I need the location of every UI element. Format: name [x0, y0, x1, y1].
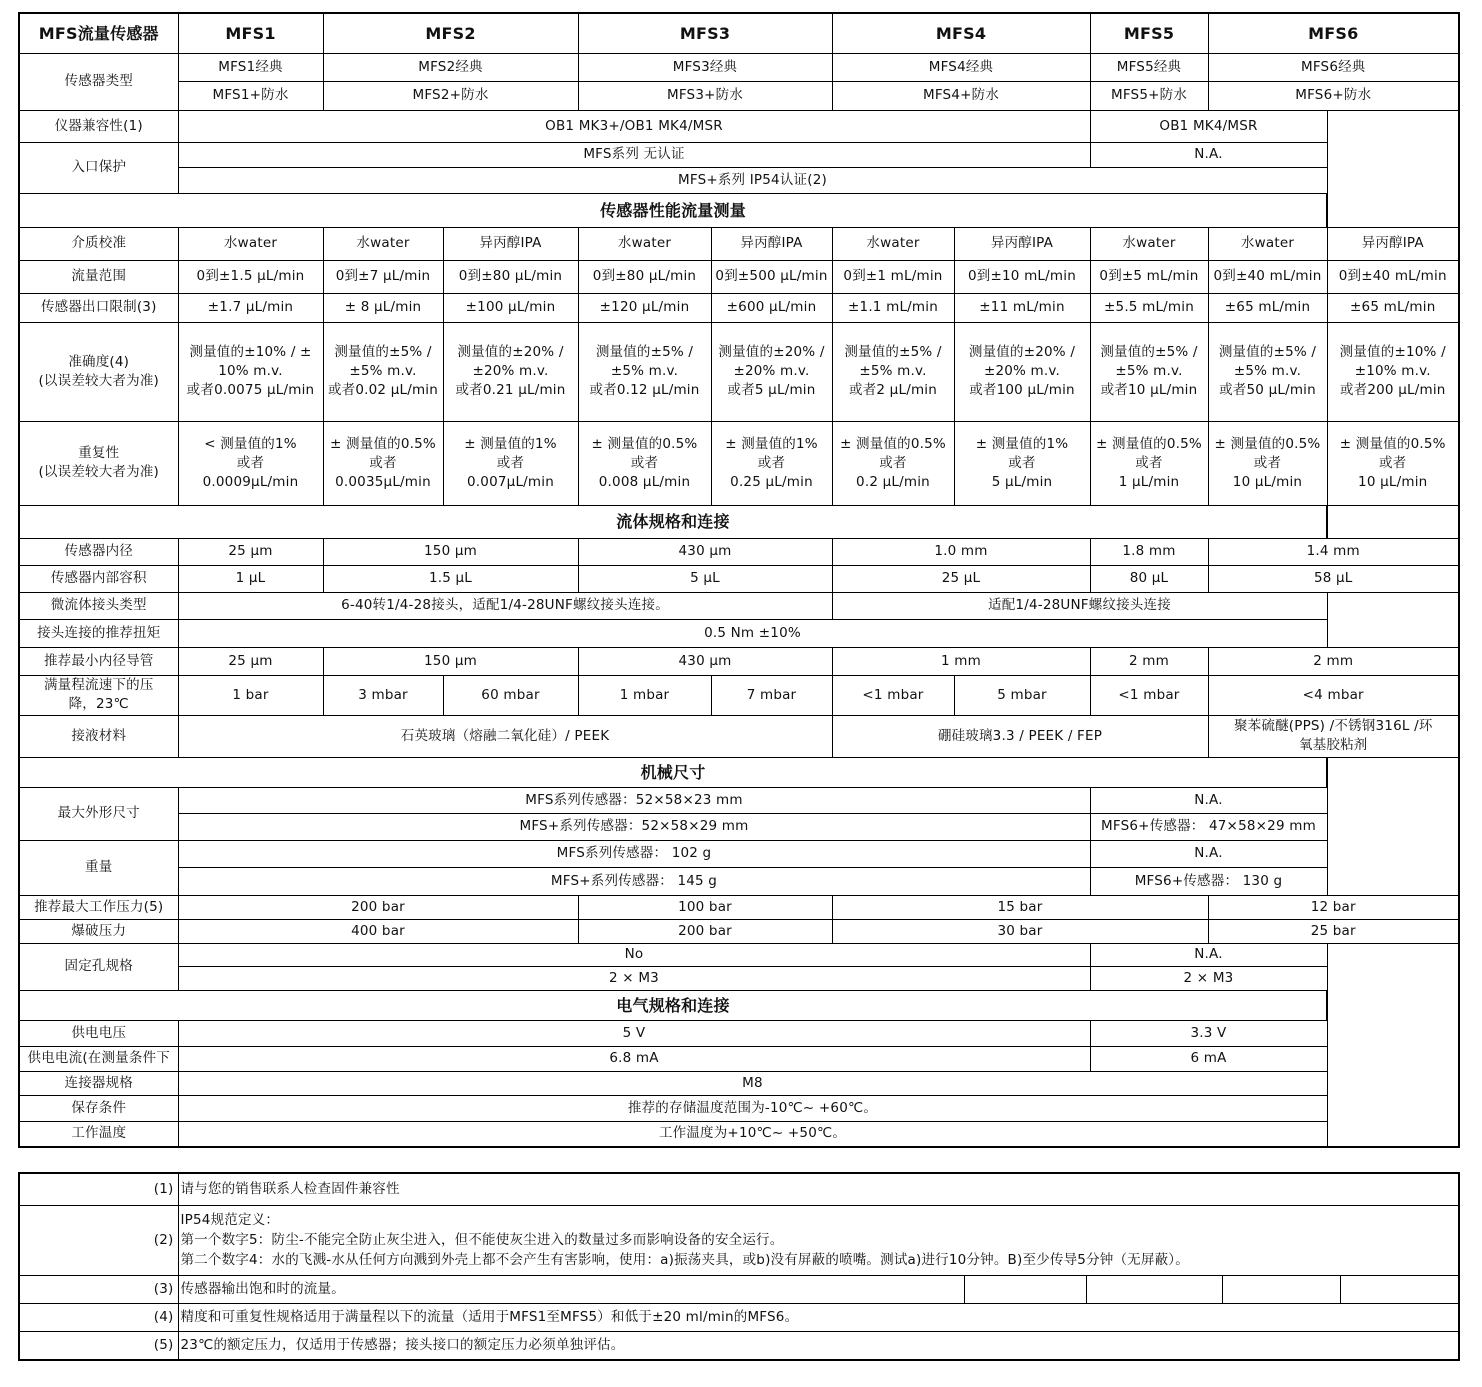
accuracy-line: 测量值的±5% / [1218, 344, 1317, 360]
repeat-line: 1 μL/min [1118, 473, 1180, 490]
repeat-cell [711, 421, 832, 505]
pressure-drop-label-line: 降，23℃ [68, 696, 129, 712]
pressure-drop-cell: 3 mbar [323, 675, 443, 715]
accuracy-line: 测量值的±10% / [1339, 344, 1446, 360]
type-waterproof: MFS4+防水 [832, 81, 1090, 110]
repeat-line: 或者 [369, 454, 397, 471]
limit-cell: ±11 mL/min [954, 293, 1090, 322]
wetted-c-line: 氧基胶粘剂 [1299, 737, 1368, 753]
compat-row [19, 110, 1459, 142]
voltage-row [19, 1020, 1459, 1046]
range-cell: 0到±10 mL/min [954, 260, 1090, 293]
range-cell: 0到±40 mL/min [1208, 260, 1327, 293]
accuracy-line: 或者100 μL/min [969, 382, 1075, 398]
weight-mfs: MFS系列传感器： 102 g [178, 840, 1090, 867]
range-cell: 0到±80 μL/min [443, 260, 578, 293]
range-row [19, 260, 1459, 293]
footnote-row [19, 1205, 1459, 1275]
range-cell: 0到±5 mL/min [1090, 260, 1208, 293]
accuracy-line: ±5% m.v. [349, 363, 417, 379]
dims-row-plus [19, 813, 1459, 840]
repeat-label [19, 421, 178, 505]
section-row [19, 757, 1459, 787]
holes-m3: 2 × M3 [178, 966, 1090, 990]
accuracy-line: ±10% m.v. [1354, 363, 1431, 379]
dims-plus: MFS+系列传感器：52×58×29 mm [178, 813, 1090, 840]
accuracy-line: ±20% m.v. [983, 363, 1061, 379]
pressure-drop-cell: <4 mbar [1208, 675, 1459, 715]
voltage-b: 3.3 V [1090, 1020, 1327, 1046]
accuracy-line: 测量值的±20% / [457, 344, 564, 360]
accuracy-line: 测量值的±5% / [844, 344, 942, 360]
pressure-drop-label [19, 675, 178, 715]
repeat-line: 或者 [1253, 454, 1282, 471]
repeat-line: 或者 [496, 454, 525, 471]
inner-diam-cell: 430 μm [578, 538, 832, 565]
holes-row [19, 943, 1459, 966]
footnotes-table [18, 1172, 1460, 1361]
repeat-cell [1208, 421, 1327, 505]
footnote-number: (1) [19, 1173, 178, 1205]
tubing-cell: 2 mm [1090, 647, 1208, 675]
accuracy-line: 或者0.21 μL/min [455, 382, 566, 398]
repeat-line: ± 测量值的0.5% [1214, 435, 1321, 452]
medium-cell: 水water [323, 227, 443, 260]
repeat-line: ± 测量值的1% [464, 435, 557, 452]
sensor-type-row [19, 53, 1459, 81]
tubing-cell: 25 μm [178, 647, 323, 675]
type-classic: MFS4经典 [832, 53, 1090, 81]
inner-vol-cell: 58 μL [1208, 565, 1459, 592]
model-mfs5: MFS5 [1090, 13, 1208, 53]
compat-label: 仪器兼容性(1) [19, 110, 178, 142]
pressure-drop-cell: 5 mbar [954, 675, 1090, 715]
weight-row-plus [19, 867, 1459, 895]
limit-cell: ±100 μL/min [443, 293, 578, 322]
type-classic: MFS5经典 [1090, 53, 1208, 81]
accuracy-cell [1327, 322, 1459, 421]
accuracy-line: 或者50 μL/min [1219, 382, 1316, 398]
footnote-number: (2) [19, 1205, 178, 1275]
medium-cell: 异丙醇IPA [1327, 227, 1459, 260]
limit-label: 传感器出口限制(3) [19, 293, 178, 322]
op-temp-value: 工作温度为+10℃~ +50℃。 [178, 1121, 1327, 1147]
accuracy-line: 或者10 μL/min [1100, 382, 1198, 398]
repeat-line: 0.008 μL/min [598, 473, 691, 490]
footnote-line: 第一个数字5：防尘-不能完全防止灰尘进入，但不能使灰尘进入的数量过多而影响设备的安全运行。 [180, 1232, 784, 1248]
tubing-label: 推荐最小内径导管 [19, 647, 178, 675]
pressure-drop-label-line: 满量程流速下的压 [43, 677, 154, 693]
repeat-line: 5 μL/min [991, 473, 1053, 490]
repeat-line: 0.007μL/min [467, 473, 554, 490]
connector-row [19, 1071, 1459, 1095]
accuracy-line: ±5% m.v. [610, 363, 679, 379]
accuracy-line: ±5% m.v. [1115, 363, 1183, 379]
burst-label: 爆破压力 [19, 919, 178, 943]
inner-vol-cell: 25 μL [832, 565, 1090, 592]
sensor-type-label: 传感器类型 [19, 53, 178, 110]
header-label: MFS流量传感器 [19, 13, 178, 53]
section-row [19, 990, 1459, 1020]
weight-row [19, 840, 1459, 867]
footnote-text: 23℃的额定压力，仅适用于传感器；接头接口的额定压力必须单独评估。 [178, 1331, 1459, 1360]
limit-cell: ±5.5 mL/min [1090, 293, 1208, 322]
connector-value: M8 [178, 1071, 1327, 1095]
type-classic: MFS2经典 [323, 53, 578, 81]
repeat-line: 或者 [236, 454, 265, 471]
range-cell: 0到±80 μL/min [578, 260, 711, 293]
accuracy-cell [323, 322, 443, 421]
connector-label: 连接器规格 [19, 1071, 178, 1095]
type-waterproof: MFS1+防水 [178, 81, 323, 110]
accuracy-line: 测量值的±20% / [718, 344, 825, 360]
torque-label: 接头连接的推荐扭矩 [19, 619, 178, 647]
burst-cell: 400 bar [178, 919, 578, 943]
repeat-line: 或者 [1379, 454, 1407, 471]
medium-cell: 水water [178, 227, 323, 260]
type-waterproof: MFS2+防水 [323, 81, 578, 110]
empty-cell [1086, 1275, 1222, 1303]
wetted-row [19, 715, 1459, 757]
accuracy-line: 或者0.0075 μL/min [186, 382, 315, 398]
footnote-line: IP54规范定义： [180, 1212, 280, 1228]
wetted-c [1208, 715, 1459, 757]
accuracy-label-line: 准确度(4) [68, 353, 130, 370]
repeat-line: 或者 [757, 454, 786, 471]
repeat-line: ± 测量值的0.5% [840, 435, 946, 452]
accuracy-line: 测量值的±5% / [595, 344, 694, 360]
empty-cell [1222, 1275, 1340, 1303]
accuracy-label [19, 322, 178, 421]
burst-cell: 25 bar [1208, 919, 1459, 943]
wetted-a: 石英玻璃（熔融二氧化硅）/ PEEK [178, 715, 832, 757]
max-pressure-cell: 200 bar [178, 895, 578, 919]
ingress-na: N.A. [1090, 142, 1327, 167]
inner-vol-label: 传感器内部容积 [19, 565, 178, 592]
footnote-line: 第二个数字4：水的飞溅-水从任何方向溅到外壳上都不会产生有害影响，使用：a)振荡夹具，或b)没有屏蔽的喷嘴。测试a)进行10分钟。B)至少传导5分钟（无屏蔽）。 [180, 1252, 1189, 1268]
section-title-electrical: 电气规格和连接 [19, 990, 1327, 1020]
range-cell: 0到±7 μL/min [323, 260, 443, 293]
repeat-line: ± 测量值的0.5% [330, 435, 436, 452]
holes-row-2 [19, 966, 1459, 990]
inner-diam-label: 传感器内径 [19, 538, 178, 565]
accuracy-line: 10% m.v. [218, 363, 283, 379]
inner-diam-cell: 1.8 mm [1090, 538, 1208, 565]
repeat-line: 0.25 μL/min [730, 473, 813, 490]
fitting-b: 适配1/4-28UNF螺纹接头连接 [832, 592, 1327, 619]
repeat-line: 或者 [1135, 454, 1163, 471]
max-pressure-cell: 100 bar [578, 895, 832, 919]
fitting-label: 微流体接头类型 [19, 592, 178, 619]
weight-label: 重量 [19, 840, 178, 895]
dims-mfs: MFS系列传感器：52×58×23 mm [178, 787, 1090, 813]
model-mfs6: MFS6 [1208, 13, 1459, 53]
accuracy-cell [1208, 322, 1327, 421]
limit-cell: ±1.7 μL/min [178, 293, 323, 322]
limit-cell: ±65 mL/min [1327, 293, 1459, 322]
limit-row [19, 293, 1459, 322]
accuracy-cell [443, 322, 578, 421]
accuracy-cell [954, 322, 1090, 421]
accuracy-line: 测量值的±20% / [968, 344, 1076, 360]
pressure-drop-cell: 60 mbar [443, 675, 578, 715]
section-title-mechanical: 机械尺寸 [19, 757, 1327, 787]
repeat-line: 0.0035μL/min [335, 473, 431, 490]
footnote-text: 请与您的销售联系人检查固件兼容性 [178, 1173, 1459, 1205]
op-temp-row [19, 1121, 1459, 1147]
voltage-a: 5 V [178, 1020, 1090, 1046]
repeat-line: 或者 [630, 454, 659, 471]
footnote-text [178, 1205, 1459, 1275]
accuracy-line: ±20% m.v. [472, 363, 549, 379]
storage-value: 推荐的存储温度范围为-10℃~ +60℃。 [178, 1095, 1327, 1121]
repeat-line: 0.2 μL/min [856, 473, 930, 490]
repeat-cell [954, 421, 1090, 505]
repeat-cell [443, 421, 578, 505]
pressure-drop-cell: 1 bar [178, 675, 323, 715]
max-pressure-row [19, 895, 1459, 919]
dims-row [19, 787, 1459, 813]
section-title-fluid: 流体规格和连接 [19, 505, 1327, 538]
ingress-mfs: MFS系列 无认证 [178, 142, 1090, 167]
holes-no: No [178, 943, 1090, 966]
footnote-number: (3) [19, 1275, 178, 1303]
accuracy-line: ±5% m.v. [1233, 363, 1302, 379]
weight-plus: MFS+系列传感器： 145 g [178, 867, 1090, 895]
ingress-row [19, 142, 1459, 167]
accuracy-line: 测量值的±5% / [1100, 344, 1198, 360]
ingress-plus: MFS+系列 IP54认证(2) [178, 167, 1327, 193]
inner-vol-cell: 5 μL [578, 565, 832, 592]
ingress-label: 入口保护 [19, 142, 178, 193]
pressure-drop-cell: <1 mbar [1090, 675, 1208, 715]
max-pressure-label: 推荐最大工作压力(5) [19, 895, 178, 919]
compat-value: OB1 MK3+/OB1 MK4/MSR [178, 110, 1090, 142]
dims-label: 最大外形尺寸 [19, 787, 178, 840]
inner-vol-cell: 80 μL [1090, 565, 1208, 592]
accuracy-line: ±5% m.v. [859, 363, 927, 379]
accuracy-line: 或者0.02 μL/min [327, 382, 439, 398]
accuracy-line: 或者5 μL/min [727, 382, 816, 398]
repeat-label-line: 重复性 [78, 445, 120, 461]
limit-cell: ±600 μL/min [711, 293, 832, 322]
wetted-c-line: 聚苯硫醚(PPS) /不锈钢316L /环 [1233, 718, 1433, 734]
section-row [19, 505, 1459, 538]
inner-vol-cell: 1.5 μL [323, 565, 578, 592]
model-mfs4: MFS4 [832, 13, 1090, 53]
storage-label: 保存条件 [19, 1095, 178, 1121]
inner-vol-row [19, 565, 1459, 592]
repeat-cell [1327, 421, 1459, 505]
repeat-cell [578, 421, 711, 505]
burst-cell: 30 bar [832, 919, 1208, 943]
range-cell: 0到±500 μL/min [711, 260, 832, 293]
repeat-line: ± 测量值的0.5% [591, 435, 698, 452]
footnote-row [19, 1303, 1459, 1331]
sensor-type-row-plus [19, 81, 1459, 110]
accuracy-cell [1090, 322, 1208, 421]
type-waterproof: MFS6+防水 [1208, 81, 1459, 110]
medium-cell: 水water [1208, 227, 1327, 260]
type-waterproof: MFS3+防水 [578, 81, 832, 110]
current-label: 供电电流(在测量条件下 [19, 1046, 178, 1071]
pressure-drop-cell: 1 mbar [578, 675, 711, 715]
wetted-label: 接液材料 [19, 715, 178, 757]
current-row [19, 1046, 1459, 1071]
range-cell: 0到±40 mL/min [1327, 260, 1459, 293]
holes-label: 固定孔规格 [19, 943, 178, 990]
footnote-row [19, 1331, 1459, 1360]
footnote-row [19, 1173, 1459, 1205]
repeat-label-line: (以误差较大者为准) [38, 464, 160, 480]
storage-row [19, 1095, 1459, 1121]
section-title-performance: 传感器性能流量测量 [19, 193, 1327, 227]
accuracy-cell [832, 322, 954, 421]
type-classic: MFS3经典 [578, 53, 832, 81]
pressure-drop-cell: <1 mbar [832, 675, 954, 715]
max-pressure-cell: 15 bar [832, 895, 1208, 919]
medium-cell: 水water [832, 227, 954, 260]
repeat-line: 10 μL/min [1358, 473, 1428, 490]
type-classic: MFS6经典 [1208, 53, 1459, 81]
empty-cell [1340, 1275, 1459, 1303]
inner-vol-cell: 1 μL [178, 565, 323, 592]
torque-value: 0.5 Nm ±10% [178, 619, 1327, 647]
medium-cell: 异丙醇IPA [954, 227, 1090, 260]
limit-cell: ±1.1 mL/min [832, 293, 954, 322]
repeat-line: < 测量值的1% [204, 435, 297, 452]
repeat-cell [1090, 421, 1208, 505]
medium-row [19, 227, 1459, 260]
range-cell: 0到±1.5 μL/min [178, 260, 323, 293]
repeat-line: 10 μL/min [1232, 473, 1303, 490]
weight-mfs6: MFS6+传感器： 130 g [1090, 867, 1327, 895]
holes-na: N.A. [1090, 943, 1327, 966]
max-pressure-cell: 12 bar [1208, 895, 1459, 919]
repeat-line: ± 测量值的1% [725, 435, 818, 452]
repeat-line: ± 测量值的0.5% [1096, 435, 1202, 452]
repeat-line: ± 测量值的0.5% [1339, 435, 1446, 452]
inner-diam-cell: 1.4 mm [1208, 538, 1459, 565]
repeat-line: 或者 [879, 454, 907, 471]
burst-row [19, 919, 1459, 943]
limit-cell: ± 8 μL/min [323, 293, 443, 322]
accuracy-cell [578, 322, 711, 421]
ingress-row-plus [19, 167, 1459, 193]
current-a: 6.8 mA [178, 1046, 1090, 1071]
pressure-drop-cell: 7 mbar [711, 675, 832, 715]
tubing-cell: 150 μm [323, 647, 578, 675]
repeat-cell [832, 421, 954, 505]
type-classic: MFS1经典 [178, 53, 323, 81]
specification-table [18, 12, 1460, 1148]
voltage-label: 供电电压 [19, 1020, 178, 1046]
fitting-a: 6-40转1/4-28接头，适配1/4-28UNF螺纹接头连接。 [178, 592, 832, 619]
torque-row [19, 619, 1459, 647]
limit-cell: ±65 mL/min [1208, 293, 1327, 322]
repeat-cell [178, 421, 323, 505]
pressure-drop-row [19, 675, 1459, 715]
weight-na: N.A. [1090, 840, 1327, 867]
compat-value-mfs6: OB1 MK4/MSR [1090, 110, 1327, 142]
accuracy-row [19, 322, 1459, 421]
footnote-number: (5) [19, 1331, 178, 1360]
op-temp-label: 工作温度 [19, 1121, 178, 1147]
fitting-row [19, 592, 1459, 619]
accuracy-line: 或者200 μL/min [1339, 382, 1446, 398]
accuracy-cell [711, 322, 832, 421]
inner-diam-row [19, 538, 1459, 565]
section-row [19, 193, 1459, 227]
tubing-cell: 430 μm [578, 647, 832, 675]
accuracy-line: 或者0.12 μL/min [589, 382, 700, 398]
medium-cell: 异丙醇IPA [711, 227, 832, 260]
dims-mfs6: MFS6+传感器： 47×58×29 mm [1090, 813, 1327, 840]
accuracy-cell [178, 322, 323, 421]
accuracy-label-line: (以误差较大者为准) [38, 372, 160, 389]
medium-cell: 异丙醇IPA [443, 227, 578, 260]
model-mfs2: MFS2 [323, 13, 578, 53]
model-mfs3: MFS3 [578, 13, 832, 53]
tubing-cell: 1 mm [832, 647, 1090, 675]
repeat-cell [323, 421, 443, 505]
empty-cell [964, 1275, 1086, 1303]
footnote-text: 精度和可重复性规格适用于满量程以下的流量（适用于MFS1至MFS5）和低于±20 ml/min的MFS6。 [178, 1303, 1459, 1331]
footnote-number: (4) [19, 1303, 178, 1331]
repeat-line: ± 测量值的1% [975, 435, 1069, 452]
medium-cell: 水water [1090, 227, 1208, 260]
tubing-cell: 2 mm [1208, 647, 1459, 675]
repeat-line: 0.0009μL/min [202, 473, 299, 490]
accuracy-line: 测量值的±10% / ± [189, 344, 312, 360]
dims-na: N.A. [1090, 787, 1327, 813]
inner-diam-cell: 1.0 mm [832, 538, 1090, 565]
repeat-row [19, 421, 1459, 505]
holes-m3-mfs6: 2 × M3 [1090, 966, 1327, 990]
repeat-line: 或者 [1008, 454, 1036, 471]
tubing-row [19, 647, 1459, 675]
accuracy-line: ±20% m.v. [733, 363, 810, 379]
footnote-text: 传感器输出饱和时的流量。 [178, 1275, 964, 1303]
header-row [19, 13, 1459, 53]
model-mfs1: MFS1 [178, 13, 323, 53]
medium-cell: 水water [578, 227, 711, 260]
accuracy-line: 或者2 μL/min [849, 382, 937, 398]
range-cell: 0到±1 mL/min [832, 260, 954, 293]
burst-cell: 200 bar [578, 919, 832, 943]
limit-cell: ±120 μL/min [578, 293, 711, 322]
range-label: 流量范围 [19, 260, 178, 293]
wetted-b: 硼硅玻璃3.3 / PEEK / FEP [832, 715, 1208, 757]
inner-diam-cell: 25 μm [178, 538, 323, 565]
medium-label: 介质校准 [19, 227, 178, 260]
accuracy-line: 测量值的±5% / [334, 344, 432, 360]
inner-diam-cell: 150 μm [323, 538, 578, 565]
type-waterproof: MFS5+防水 [1090, 81, 1208, 110]
current-b: 6 mA [1090, 1046, 1327, 1071]
footnote-row [19, 1275, 1459, 1303]
